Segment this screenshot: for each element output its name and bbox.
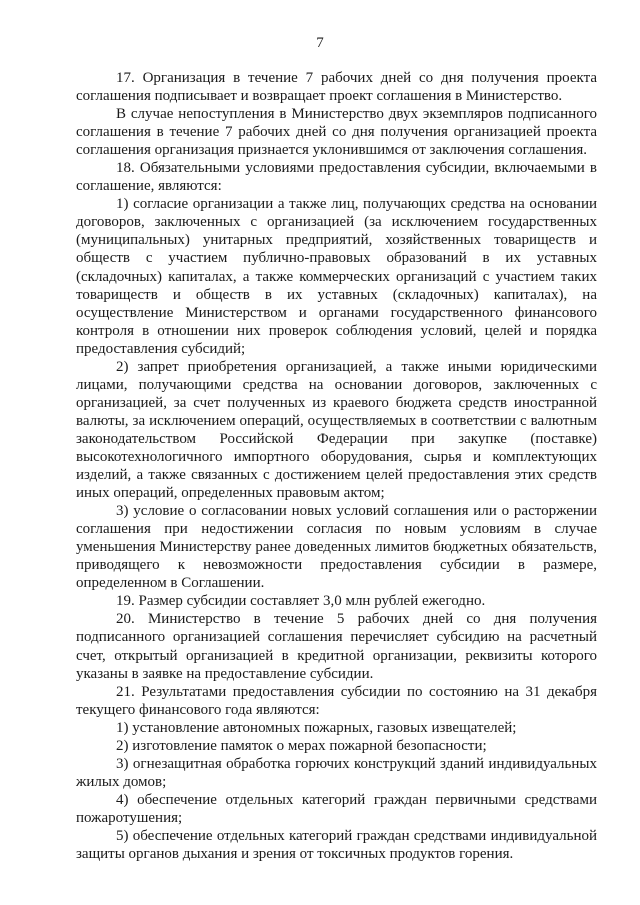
paragraph-21-item-3: 3) огнезащитная обработка горючих конструкций зданий индивидуальных жилых домов;: [76, 755, 597, 790]
paragraph-18: 18. Обязательными условиями предоставления субсидии, включаемыми в соглашение, являются:: [76, 160, 597, 195]
page-number: 7: [316, 35, 324, 51]
paragraph-19: 19. Размер субсидии составляет 3,0 млн рублей ежегодно.: [116, 593, 486, 610]
paragraph-18-item-2: 2) запрет приобретения организацией, а также иными юридическими лицами, получающими средства на основании договоров, заключенных с организацией, за счет полученных из краевого бюджета средств иностранной валюты, за исключением операций, осуществляемых в соответствии с валютным законодательством Российской Федерации при закупке (поставке) высокотехнологичного импортного оборудования, сырья и комплектующих изделий, а также связанных с достижением целей предоставления этих средств иных операций, определенных правовым актом;: [76, 358, 597, 502]
paragraph-21: 21. Результатами предоставления субсидии по состоянию на 31 декабря текущего финансового года являются:: [76, 683, 597, 718]
paragraph-21-item-4: 4) обеспечение отдельных категорий граждан первичными средствами пожаротушения;: [76, 791, 597, 826]
paragraph-17-nonreceipt: В случае непоступления в Министерство двух экземпляров подписанного соглашения в течение 7 рабочих дней со дня получения организацией проекта соглашения организация признается уклонившимся от заключения соглашения.: [76, 106, 597, 159]
paragraph-18-item-1: 1) согласие организации а также лиц, получающих средства на основании договоров, заключенных с организацией (за исключением государственных (муниципальных) унитарных предприятий, хозяйственных товариществ и обществ с участием публично-правовых образований в их уставных (складочных) капиталах, а также коммерческих организаций с участием таких товариществ и обществ в их уставных (складочных) капиталах), на осуществление Министерством и органами государственного финансового контроля в отношении них проверок соблюдения условий, целей и порядка предоставления субсидий;: [76, 196, 597, 357]
paragraph-17: 17. Организация в течение 7 рабочих дней со дня получения проекта соглашения подписывает и возвращает проект соглашения в Министерство.: [76, 70, 597, 105]
paragraph-20: 20. Министерство в течение 5 рабочих дней со дня получения подписанного организацией соглашения перечисляет субсидию на расчетный счет, открытый организацией в кредитной организации, реквизиты которого указаны в заявке на предоставление субсидии.: [76, 611, 597, 682]
paragraph-18-item-3: 3) условие о согласовании новых условий соглашения или о расторжении соглашения при недостижении согласия по новым условиям в случае уменьшения Министерству ранее доведенных лимитов бюджетных обязательств, приводящего к невозможности предоставления субсидии в размере, определенном в Соглашении.: [76, 503, 597, 592]
document-body: [76, 69, 597, 863]
paragraph-21-item-2: 2) изготовление памяток о мерах пожарной безопасности;: [116, 737, 487, 754]
paragraph-21-item-1: 1) установление автономных пожарных, газовых извещателей;: [116, 719, 517, 736]
paragraph-21-item-5: 5) обеспечение отдельных категорий граждан средствами индивидуальной защиты органов дыхания и зрения от токсичных продуктов горения.: [76, 827, 597, 863]
